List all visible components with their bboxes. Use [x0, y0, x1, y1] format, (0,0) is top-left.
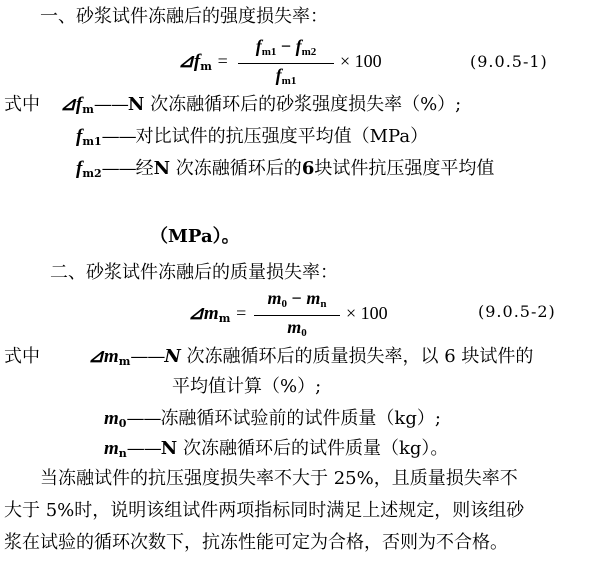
def-fm2: $f_{m2}——$经N 次冻融循环后的6块试件抗压强度平均值 [76, 158, 495, 180]
def-mass-loss-cont: 平均值计算（%）; [172, 376, 322, 397]
formula-2-number: (9.0.5-2) [478, 302, 556, 321]
def-mn: $m_n——N$ 次冻融循环后的试件质量（kg）。 [104, 438, 449, 460]
conclusion-line-2: 大于 5%时，说明该组试件两项指标同时满足上述规定，则该组砂 [4, 500, 525, 521]
formula-2-lhs: $⊿m_m$ = [188, 303, 247, 325]
def-m0: $m_0——$冻融循环试验前的试件质量（kg）; [104, 408, 441, 430]
formula-1-lhs: $⊿f_m$ = [178, 51, 228, 73]
conclusion-line-3: 浆在试验的循环次数下，抗冻性能可定为合格，否则为不合格。 [4, 532, 508, 553]
def-fm1: $f_{m1}——$对比试件的抗压强度平均值（MPa） [76, 126, 429, 148]
formula-2-times: × 100 [346, 303, 388, 323]
where-label-1: 式中 [4, 94, 40, 115]
def-fm2-unit: （MPa）。 [150, 226, 240, 247]
formula-2-fraction: $m_0 - m_n$ $m_0$ [254, 288, 340, 343]
where-label-2: 式中 [4, 346, 40, 367]
def-strength-loss: $⊿f_m——N$ 次冻融循环后的砂浆强度损失率（%）; [60, 94, 462, 116]
formula-1-fraction: $f_{m1} - f_{m2}$ $f_{m1}$ [238, 36, 334, 91]
def-mass-loss: $⊿m_m——N$ 次冻融循环后的质量损失率，以 6 块试件的 [88, 346, 534, 368]
section1-heading: 一、砂浆试件冻融后的强度损失率： [40, 6, 328, 27]
formula-1-times: × 100 [340, 51, 382, 71]
conclusion-line-1: 当冻融试件的抗压强度损失率不大于 25%，且质量损失率不 [40, 468, 518, 489]
formula-1-number: (9.0.5-1) [470, 52, 548, 71]
section2-heading: 二、砂浆试件冻融后的质量损失率： [50, 262, 338, 283]
